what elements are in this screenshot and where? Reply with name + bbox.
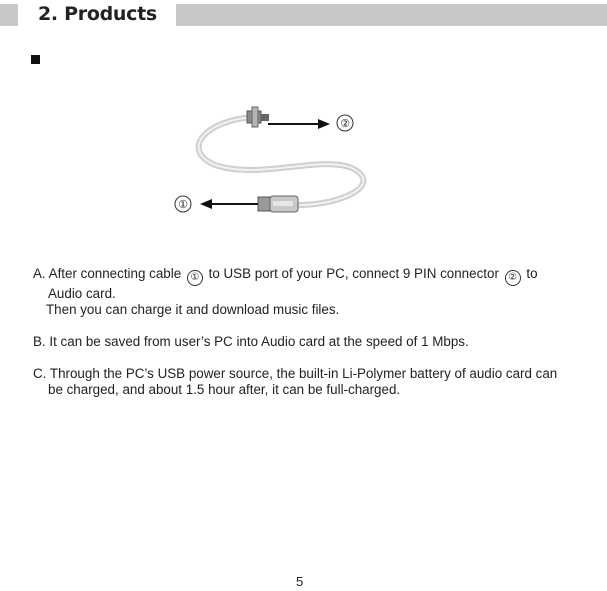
ref-1: ① [187,270,203,286]
item-line: Then you can charge it and download music files. [46,302,340,317]
item-line: be charged, and about 1.5 hour after, it can be full-charged. [48,382,401,397]
callout-2: ② [340,117,350,130]
item-text: to USB port of your PC, connect 9 PIN connector [208,266,499,281]
usb-connector [258,196,298,212]
item-text: to [526,266,538,281]
paragraph-a [33,266,538,318]
cable-figure [0,0,607,260]
item-line: Audio card. [48,286,116,301]
item-text: After connecting cable [48,266,182,281]
item-text: Through the PC’s USB power source, the built-in Li-Polymer battery of audio card can [49,366,558,381]
page-number: 5 [296,574,304,589]
paragraph-c [33,366,557,398]
paragraph-b [33,334,469,350]
callout-1: ① [178,198,188,211]
item-text: It can be saved from user’s PC into Audio card at the speed of 1 Mbps. [49,334,469,349]
usb-cable [199,117,364,205]
nine-pin-connector [247,107,269,127]
item-prefix: C. [33,366,47,381]
section-title: 2. Products [38,3,157,25]
ref-2: ② [505,270,521,286]
item-prefix: A. [33,266,46,281]
item-prefix: B. [33,334,46,349]
